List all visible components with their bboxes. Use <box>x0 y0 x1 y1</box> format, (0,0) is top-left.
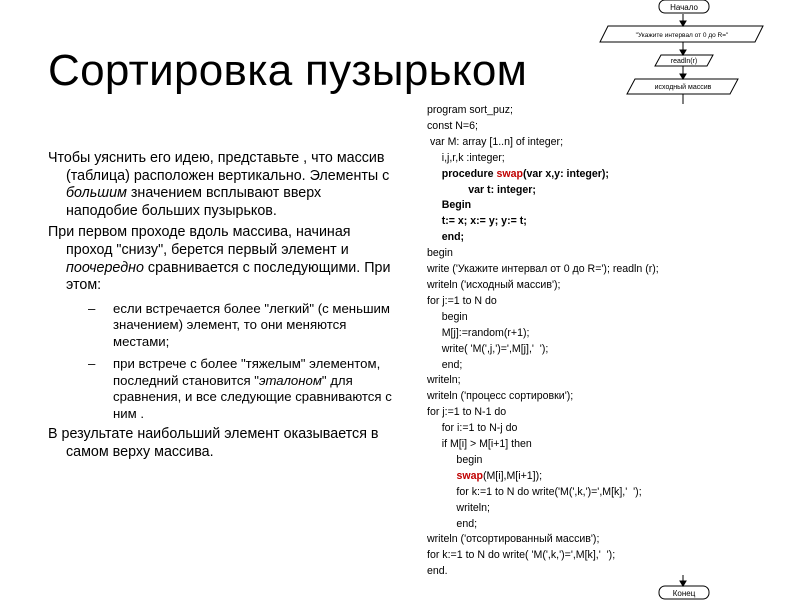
code-line: writeln; <box>427 374 461 387</box>
code-line: begin <box>427 310 468 323</box>
code-line: writeln; <box>427 501 490 514</box>
flowchart-read-label: readln(r) <box>670 58 698 65</box>
code-line: (M[i],M[i+1]); <box>482 469 543 482</box>
flowchart-output-label: исходный массив <box>654 84 712 91</box>
emphasis-bigger: большим <box>66 185 127 202</box>
arrow-head <box>680 581 686 586</box>
code-line: for i:=1 to N-j do <box>427 422 518 435</box>
bullet-heavier-part1: при встрече с более "тяжелым" элементом, последний становится " <box>113 356 381 388</box>
swap-call-keyword: swap <box>456 469 483 482</box>
paragraph-first-pass-part2: сравнивается с последующими. При этом: <box>66 259 391 294</box>
arrow-head <box>680 21 686 26</box>
code-line: program sort_puz; <box>427 104 513 116</box>
explanation-text <box>48 150 393 465</box>
code-line: begin <box>427 453 483 466</box>
code-line: writeln ('отсортированный массив'); <box>427 533 600 546</box>
arrow-head <box>680 74 686 79</box>
flowchart-prompt-label: "Укажите интервал от 0 до R=" <box>635 32 729 39</box>
code-line: for j:=1 to N do <box>427 294 497 307</box>
bullet-lighter-text: если встречается более "легкий" (с меньшим значением) элемент, то они меняются местами; <box>113 300 390 349</box>
pascal-code-listing <box>427 103 659 580</box>
paragraph-result: В результате наибольший элемент оказывается в самом верху массива. <box>48 426 379 460</box>
paragraph-first-pass-part1: При первом проходе вдоль массива, начиная проход "снизу", берется первый элемент и <box>48 224 351 258</box>
code-line: for k:=1 to N do write( 'M(',k,')=',M[k],' '); <box>427 549 616 562</box>
emphasis-reference: эталоном <box>258 372 322 388</box>
code-line: end; <box>427 231 465 244</box>
bullet-heavier-part2: " для сравнения, и все следующие сравниваются с ним . <box>113 372 392 421</box>
code-line: end. <box>427 565 448 578</box>
slide-title: Сортировка пузырьком <box>48 46 528 95</box>
code-line <box>427 470 456 482</box>
code-line: var t: integer; <box>427 183 536 196</box>
code-line: for k:=1 to N do write('M(',k,')=',M[k],' '); <box>427 485 642 498</box>
bullet-heavier <box>48 356 393 422</box>
code-line: if M[i] > M[i+1] then <box>427 438 532 451</box>
flowchart-start-label: Начало <box>670 3 698 12</box>
code-line: writeln ('исходный массив'); <box>427 278 561 291</box>
bullet-dash: – <box>88 300 96 316</box>
code-line: const N=6; <box>427 119 478 132</box>
paragraph-first-pass <box>48 224 393 294</box>
swap-keyword: swap <box>496 167 523 180</box>
code-line: var M: array [1..n] of integer; <box>427 135 564 148</box>
paragraph-idea-part1: Чтобы уяснить его идею, представьте , что массив (таблица) расположен вертикально. Элементы с <box>48 150 390 184</box>
paragraph-idea <box>48 150 393 220</box>
bullet-lighter <box>48 301 393 351</box>
arrow-head <box>680 50 686 55</box>
code-line: writeln ('процесс сортировки'); <box>427 390 574 403</box>
code-line: t:= x; x:= y; y:= t; <box>427 215 527 228</box>
code-line: begin <box>427 247 453 260</box>
paragraph-idea-part2: значением всплывают вверх наподобие больших пузырьков. <box>66 185 322 219</box>
code-line: i,j,r,k :integer; <box>427 151 505 164</box>
code-line: (var x,y: integer); <box>522 167 609 180</box>
flowchart-end-label: Конец <box>672 589 696 598</box>
code-line: Begin <box>427 199 472 212</box>
code-line: procedure <box>427 167 497 180</box>
emphasis-in-turn: поочередно <box>66 259 144 276</box>
code-line: end; <box>427 517 478 530</box>
bullet-dash: – <box>88 356 96 372</box>
code-line: M[j]:=random(r+1); <box>427 326 530 339</box>
code-line: write ('Укажите интервал от 0 до R='); readln (r); <box>427 263 659 276</box>
code-line: write( 'M(',j,')=',M[j],' '); <box>427 342 549 355</box>
code-line: end; <box>427 358 463 371</box>
code-line: for j:=1 to N-1 do <box>427 406 507 419</box>
